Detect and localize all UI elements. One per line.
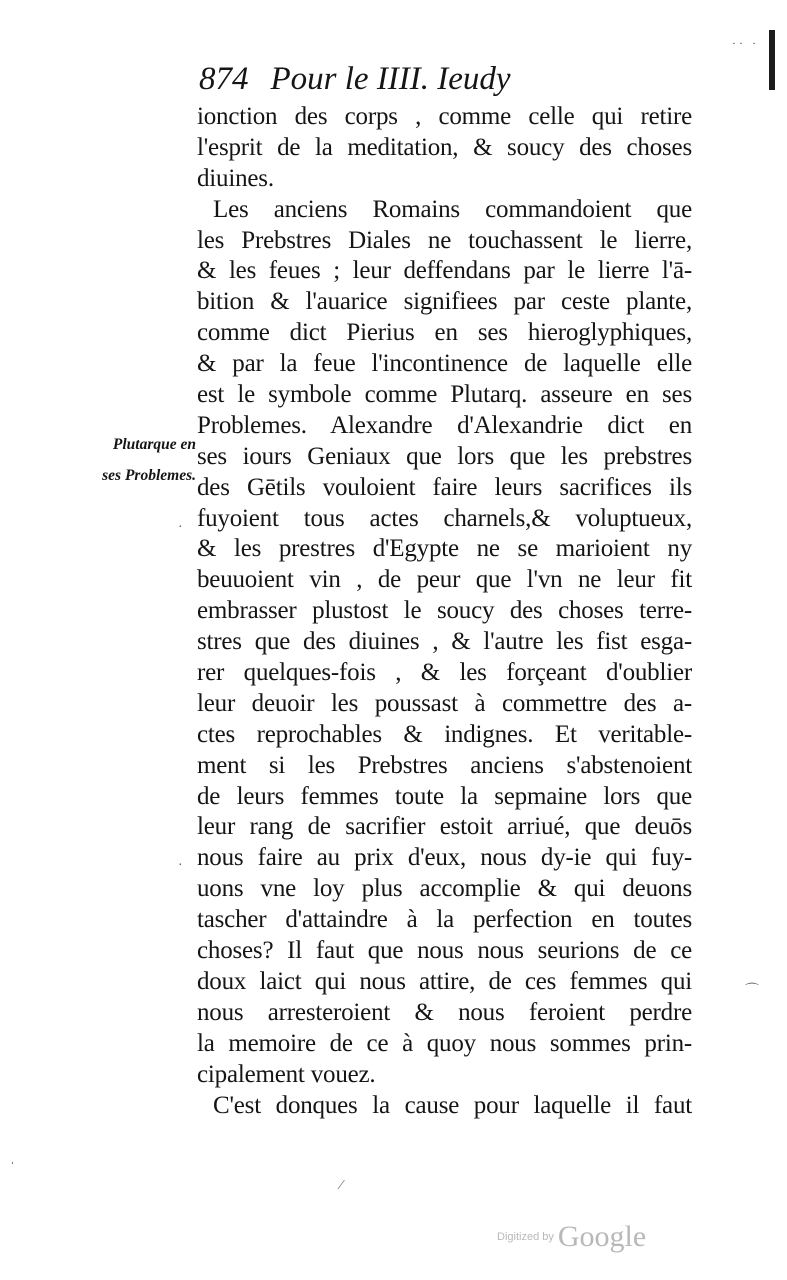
text-line: leur rang de sacrifier estoit arriué, que deuōs (197, 813, 692, 841)
text-line: bition & l'auarice signifiees par ceste plante, (197, 288, 692, 316)
running-header (199, 58, 699, 100)
ink-speck: ˌ (10, 1150, 15, 1165)
ink-speck: ⌒ (745, 984, 759, 999)
text-line: est le symbole comme Plutarq. asseure en ses (197, 381, 692, 409)
text-line: embrasser plustost le soucy des choses terre- (197, 597, 692, 625)
margin-note (66, 430, 196, 492)
text-line: comme dict Pierius en ses hieroglyphiques, (197, 319, 692, 347)
running-title: Pour le IIII. Ieudy (270, 61, 511, 97)
page-edge-shadow (769, 30, 775, 90)
text-line: cipalement vouez. (197, 1060, 376, 1088)
text-line: & les prestres d'Egypte ne se marioient ny (197, 535, 692, 563)
text-line: doux laict qui nous attire, de ces femmes qui (197, 967, 692, 995)
text-line: leur deuoir les poussast à commettre des a- (197, 689, 692, 717)
watermark-prefix: Digitized by (497, 1231, 554, 1243)
text-line: l'esprit de la meditation, & soucy des choses (197, 133, 692, 161)
text-line: choses? Il faut que nous nous seurions de ce (197, 937, 692, 965)
google-logo: Google (557, 1220, 647, 1253)
page-number: 874 (199, 61, 249, 97)
text-line: les Prebstres Diales ne touchassent le lierre, (197, 226, 692, 254)
ink-speck: · (178, 520, 183, 535)
text-line: nous faire au prix d'eux, nous dy-ie qui fuy- (197, 844, 692, 872)
text-line: tascher d'attaindre à la perfection en toutes (197, 906, 692, 934)
margin-note-line: ses Problemes. (102, 466, 196, 484)
text-line: de leurs femmes toute la sepmaine lors que (197, 782, 692, 810)
ink-speck: · (178, 858, 183, 873)
text-line: ctes reprochables & indignes. Et veritable- (197, 720, 692, 748)
text-line: nous arresteroient & nous feroient perdre (197, 998, 692, 1026)
ink-speck: ⁄ (340, 1178, 343, 1193)
text-line: & par la feue l'incontinence de laquelle elle (197, 350, 692, 378)
paragraph-start-line: Les anciens Romains commandoient que (213, 195, 692, 223)
text-line: uons vne loy plus accomplie & qui deuons (197, 875, 692, 903)
text-line: Problemes. Alexandre d'Alexandrie dict en (197, 411, 692, 439)
text-line: ses iours Geniaux que lors que les prebstres (197, 442, 692, 470)
text-line: & les feues ; leur deffendans par le lierre l'ā- (197, 257, 692, 285)
text-line: stres que des diuines , & l'autre les fist esga- (197, 628, 692, 656)
text-line: rer quelques-fois , & les forçeant d'oublier (197, 659, 692, 687)
page-edge-specks: ·· · (732, 36, 759, 50)
digitized-by-watermark (497, 1220, 646, 1254)
text-line: ionction des corps , comme celle qui retire (197, 103, 692, 130)
paragraph-start-line: C'est donques la cause pour laquelle il faut (213, 1091, 692, 1119)
text-line: fuyoient tous actes charnels,& voluptueux, (197, 504, 692, 532)
margin-note-line: Plutarque en (112, 436, 196, 453)
text-line: beuuoient vin , de peur que l'vn ne leur fit (197, 566, 692, 594)
text-line: des Gētils vouloient faire leurs sacrifices ils (197, 473, 692, 501)
body-text (197, 102, 692, 1121)
text-line: la memoire de ce à quoy nous sommes prin- (197, 1029, 692, 1057)
text-line: ment si les Prebstres anciens s'abstenoient (197, 751, 692, 779)
text-line: diuines. (197, 164, 274, 192)
